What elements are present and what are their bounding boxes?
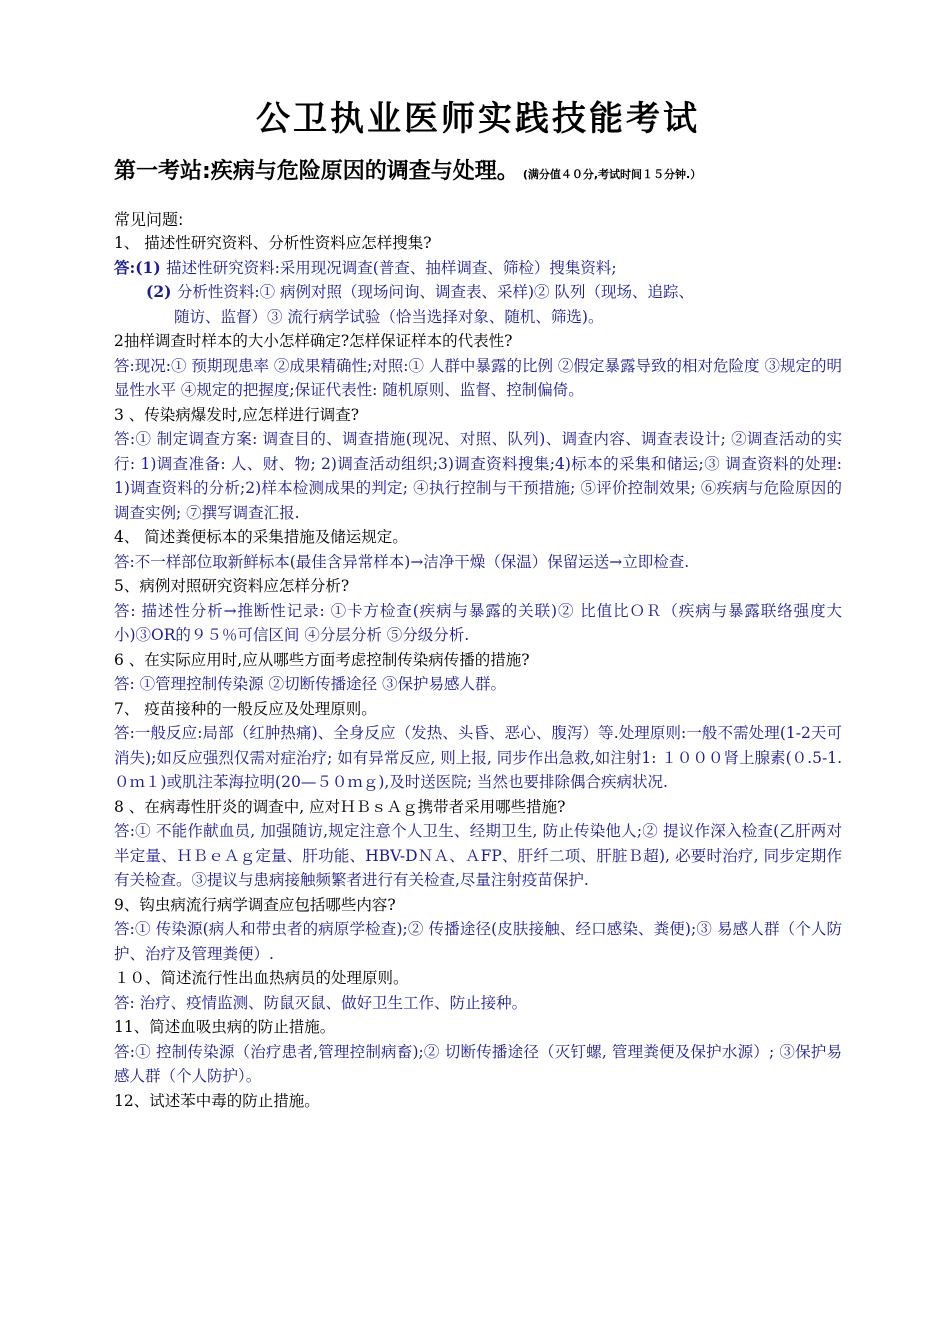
qa-item-4 [114,525,842,574]
qa-item-7 [114,697,842,795]
answer-1-line-2 [114,280,842,305]
answer-7: 答:一般反应:局部（红肿热痛)、全身反应（发热、头昏、恶心、腹泻）等.处理原则:一般不需处理(1-2天可消失);如反应强烈仅需对症治疗; 如有异常反应, 则上报, 同步作出急救,如注射1: １０００肾上腺素(０.5-1.０ｍ１)或肌注苯海拉明(20—５０ｍｇ),及时送医院; 当然也要排除偶合疾病状况. [114,724,842,791]
qa-item-3 [114,403,842,526]
qa-item-9 [114,893,842,967]
answer-1-line-3 [114,305,842,330]
qa-item-10 [114,966,842,1015]
question-8: 8 、在病毒性肝炎的调查中, 应对ＨＢｓＡｇ携带者采用哪些措施? [114,797,566,816]
question-3: 3 、传染病爆发时,应怎样进行调查? [114,405,360,424]
answer-2: 答:现况:① 预期现患率 ②成果精确性;对照:① 人群中暴露的比例 ②假定暴露导致的相对危险度 ③规定的明显性水平 ④规定的把握度;保证代表性: 随机原则、监督、控制偏倚。 [114,356,842,399]
station-heading [114,156,842,191]
question-12: 12、试述苯中毒的防止措施。 [114,1091,320,1110]
qa-item-12 [114,1089,842,1114]
answer-10: 答: 治疗、疫情监测、防鼠灭鼠、做好卫生工作、防止接种。 [114,993,528,1012]
question-6: 6 、在实际应用时,应从哪些方面考虑控制传染病传播的措施? [114,650,530,669]
qa-item-6 [114,648,842,697]
station-title: 第一考站:疾病与危险原因的调查与处理。 [114,159,519,184]
page-title: 公卫执业医师实践技能考试 [256,99,700,139]
question-4: 4、 简述粪便标本的采集措施及储运规定。 [114,528,408,546]
qa-item-11 [114,1015,842,1089]
answer-1-line-1-lead: 答:(1) [114,257,167,277]
section-label: 常见问题: [114,210,184,229]
answer-3: 答:① 制定调查方案: 调查目的、调查措施(现况、对照、队列)、调查内容、调查表设计; ②调查活动的实行: 1)调查准备: 人、财、物; 2)调查活动组织;3)调查资料搜集;4)标本的采集和储运;③ 调查资料的处理: 1)调查资料的分析;2)样本检测成果的判定; ④执行控制与干预措施; ⑤评价控制效果; ⑥疾病与危险原因的调查实例; ⑦撰写调查汇报. [114,430,842,522]
answer-1-line-2-text: 分析性资料:① 病例对照（现场问询、调查表、采样)② 队列（现场、追踪、 [176,283,694,301]
answer-11: 答:① 控制传染源（治疗患者,管理控制病畜);② 切断传播途径（灭钉螺, 管理粪便及保护水源）; ③保护易感人群（个人防护）。 [114,1042,842,1085]
station-note: (满分值４０分,考试时间１５分钟.） [522,168,702,181]
answer-1-line-1-text: 描述性研究资料:采用现况调查(普查、抽样调查、筛检）搜集资料; [166,258,617,277]
question-10: １０、简述流行性出血热病员的处理原则。 [114,969,409,987]
qa-item-1 [114,231,842,329]
question-2: 2抽样调查时样本的大小怎样确定?怎样保证样本的代表性? [114,332,513,350]
answer-9: 答:① 传染源(病人和带虫者的病原学检查);② 传播途径(皮肤接触、经口感染、粪便);③ 易感人群（个人防护、治疗及管理粪便）. [114,920,842,963]
question-list [114,231,842,1113]
answer-1-line-1 [114,256,842,281]
answer-5: 答: 描述性分析→推断性记录: ①卡方检查(疾病与暴露的关联)② 比值比ＯＲ（疾病与暴露联络强度大小)③OR的９５％可信区间 ④分层分析 ⑤分级分析. [114,601,842,644]
answer-4: 答:不一样部位取新鲜标本(最佳含异常样本)→洁净干燥（保温）保留运送→立即检查. [114,552,690,571]
question-7: 7、 疫苗接种的一般反应及处理原则。 [114,699,377,718]
question-11: 11、简述血吸虫病的防止措施。 [114,1018,336,1036]
answer-1-line-2-lead: (2) [146,282,177,301]
question-1: 1、 描述性研究资料、分析性资料应怎样搜集? [114,234,432,252]
answer-1-line-3-text: 随访、监督）③ 流行病学试验（恰当选择对象、随机、筛选)。 [174,307,604,326]
answer-8: 答:① 不能作献血员, 加强随访,规定注意个人卫生、经期卫生, 防止传染他人;② 提议作深入检查(乙肝两对半定量、ＨＢｅＡｇ定量、肝功能、HBV-DＮＡ、ＡFP、肝纤二项、肝脏Ｂ超), 必要时治疗, 同步定期作有关检查。③提议与患病接触频繁者进行有关检查,尽量注射疫苗保护. [114,822,842,889]
question-5: 5、病例对照研究资料应怎样分析? [114,577,350,595]
qa-item-5 [114,574,842,648]
answer-1 [114,256,842,330]
qa-item-8 [114,795,842,893]
question-9: 9、钩虫病流行病学调查应包括哪些内容? [114,895,396,914]
answer-6: 答: ①管理控制传染源 ②切断传播途径 ③保护易感人群。 [114,675,507,693]
qa-item-2 [114,329,842,403]
